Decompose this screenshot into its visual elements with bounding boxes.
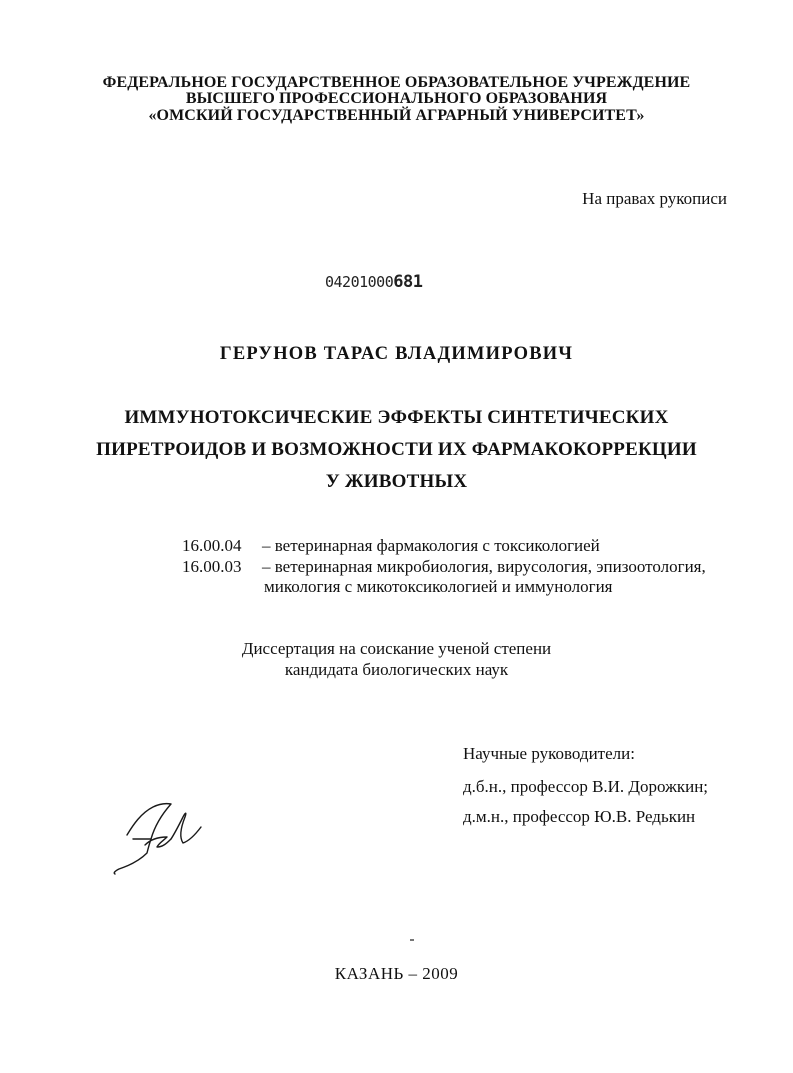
author-name: ГЕРУНОВ ТАРАС ВЛАДИМИРОВИЧ xyxy=(219,344,574,364)
registry-number xyxy=(325,272,422,292)
supervisors-heading: Научные руководители: xyxy=(463,744,635,763)
dissertation-title-line-2: ПИРЕТРОИДОВ И ВОЗМОЖНОСТИ ИХ ФАРМАКОКОРРЕКЦИИ xyxy=(96,439,697,460)
degree-line-1: Диссертация на соискание ученой степени xyxy=(241,639,552,658)
supervisor-1: д.б.н., профессор В.И. Дорожкин; xyxy=(463,777,709,796)
registry-number-printed: 04201000 xyxy=(325,273,394,291)
specialty-2-continuation: микология с микотоксикологией и иммунология xyxy=(264,577,613,596)
specialty-2-code: 16.00.03 xyxy=(182,557,242,576)
signature-image xyxy=(105,795,225,880)
specialty-1 xyxy=(182,535,600,556)
specialty-2 xyxy=(182,556,706,577)
registry-number-handwritten: 681 xyxy=(393,272,423,292)
institution-line-3: «ОМСКИЙ ГОСУДАРСТВЕННЫЙ АГРАРНЫЙ УНИВЕРСИТЕТ» xyxy=(148,107,645,124)
stray-mark xyxy=(410,939,414,941)
footer-city-year: КАЗАНЬ – 2009 xyxy=(334,964,459,983)
manuscript-note: На правах рукописи xyxy=(582,189,727,208)
dissertation-title-line-3: У ЖИВОТНЫХ xyxy=(325,471,468,492)
degree-line-2: кандидата биологических наук xyxy=(284,660,509,679)
institution-line-1: ФЕДЕРАЛЬНОЕ ГОСУДАРСТВЕННОЕ ОБРАЗОВАТЕЛЬНОЕ УЧРЕЖДЕНИЕ xyxy=(102,74,691,91)
specialty-1-text: – ветеринарная фармакология с токсикологией xyxy=(262,536,600,555)
specialty-1-code: 16.00.04 xyxy=(182,536,242,555)
supervisor-2: д.м.н., профессор Ю.В. Редькин xyxy=(463,807,696,826)
dissertation-title-line-1: ИММУНОТОКСИЧЕСКИЕ ЭФФЕКТЫ СИНТЕТИЧЕСКИХ xyxy=(124,407,669,428)
specialty-2-text: – ветеринарная микробиология, вирусология, эпизоотология, xyxy=(262,557,706,576)
institution-line-2: ВЫСШЕГО ПРОФЕССИОНАЛЬНОГО ОБРАЗОВАНИЯ xyxy=(185,90,608,107)
